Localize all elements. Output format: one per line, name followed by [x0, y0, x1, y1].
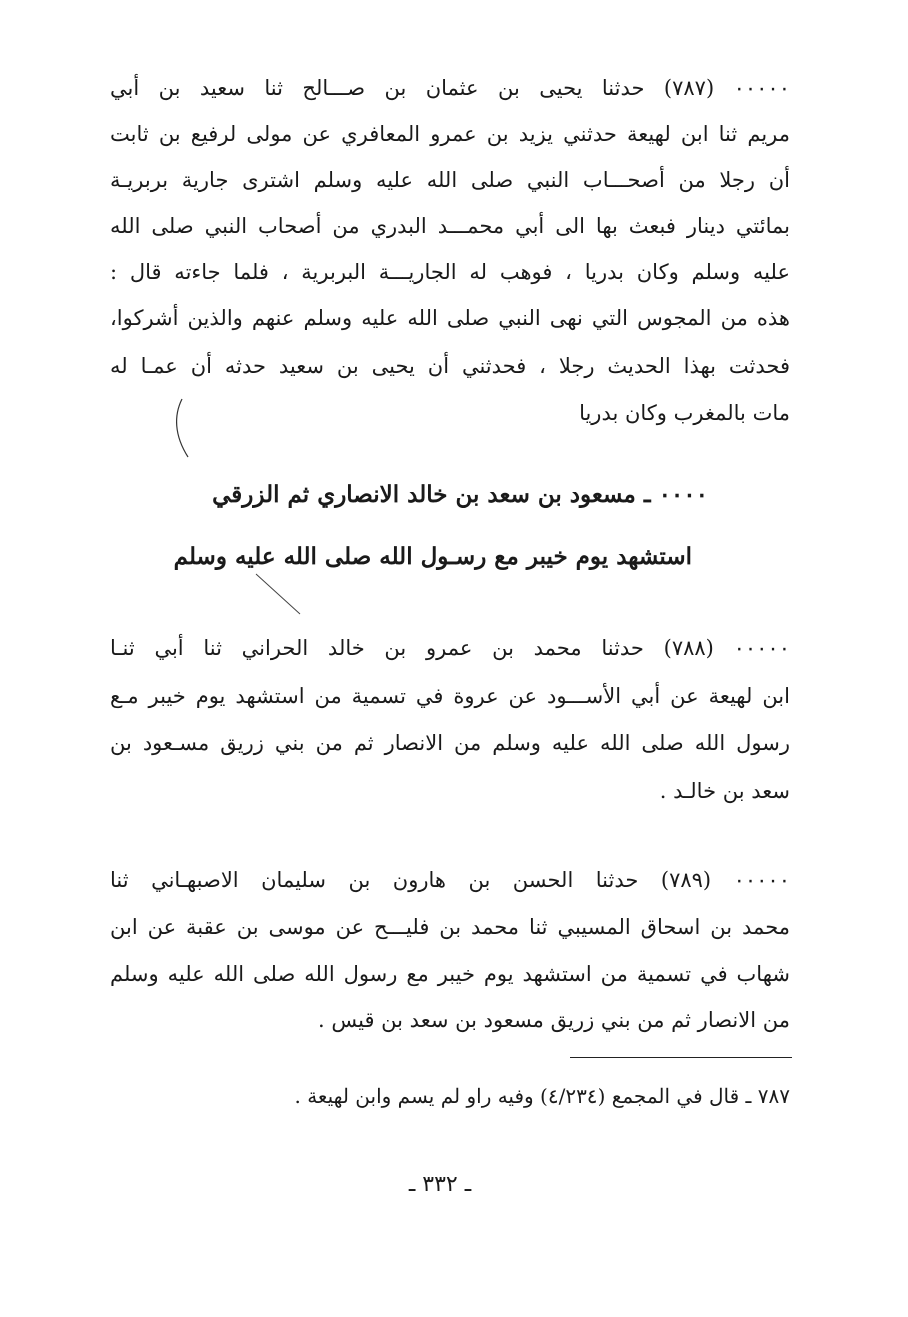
text-line: مات بالمغرب وكان بدريا — [579, 401, 790, 425]
section-heading: ٠٠٠٠ ـ مسعود بن سعد بن خالد الانصاري ثم الزرقي — [212, 481, 708, 508]
pen-stroke-mark — [252, 570, 312, 620]
text-line: ٠٠٠٠٠ (٧٨٩) حدثنا الحسن بن هارون بن سليمان الاصبهـاني ثنا — [110, 868, 790, 892]
text-line: هذه من المجوس التي نهى النبي صلى الله عليه وسلم عنهم والذين أشركوا، — [110, 306, 790, 330]
text-line: مريم ثنا ابن لهيعة حدثني يزيد بن عمرو المعافري عن مولى لرفيع بن ثابت — [110, 122, 790, 146]
section-subheading: استشهد يوم خيبر مع رسـول الله صلى الله عليه وسلم — [173, 543, 692, 570]
text-line: رسول الله صلى الله عليه وسلم من الانصار ثم من بني زريق مسـعود بن — [110, 731, 790, 755]
text-line: شهاب في تسمية من استشهد يوم خيبر مع رسول الله صلى الله عليه وسلم — [110, 962, 790, 986]
text-line: فحدثت بهذا الحديث رجلا ، فحدثني أن يحيى بن سعيد حدثه أن عمـا له — [110, 354, 790, 378]
text-line: أن رجلا من أصحـــاب النبي صلى الله عليه وسلم اشترى جارية بربريـة — [110, 168, 790, 192]
text-line: سعد بن خالـد . — [659, 779, 790, 803]
text-line: ٠٠٠٠٠ (٧٨٧) حدثنا يحيى بن عثمان بن صـــالح ثنا سعيد بن أبي — [110, 76, 790, 100]
text-line: ابن لهيعة عن أبي الأســـود عن عروة في تسمية من استشهد يوم خيبر مـع — [110, 684, 790, 708]
text-line: عليه وسلم وكان بدريا ، فوهب له الجاريـــة البربرية ، فلما جاءته قال : — [110, 260, 790, 284]
text-line: من الانصار ثم من بني زريق مسعود بن سعد بن قيس . — [318, 1008, 790, 1032]
page-number: ـ ٣٣٢ ـ — [408, 1172, 472, 1197]
text-line: محمد بن اسحاق المسيبي ثنا محمد بن فليـــح عن موسى بن عقبة عن ابن — [110, 915, 790, 939]
text-line: بمائتي دينار فبعث بها الى أبي محمـــد البدري من أصحاب النبي صلى الله — [110, 214, 790, 238]
footnote: ٧٨٧ ـ قال في المجمع (٤/٢٣٤) وفيه راو لم يسم وابن لهيعة . — [294, 1084, 790, 1108]
footnote-separator — [570, 1057, 792, 1058]
text-line: ٠٠٠٠٠ (٧٨٨) حدثنا محمد بن عمرو بن خالد الحراني ثنا أبي ثنـا — [110, 636, 790, 660]
